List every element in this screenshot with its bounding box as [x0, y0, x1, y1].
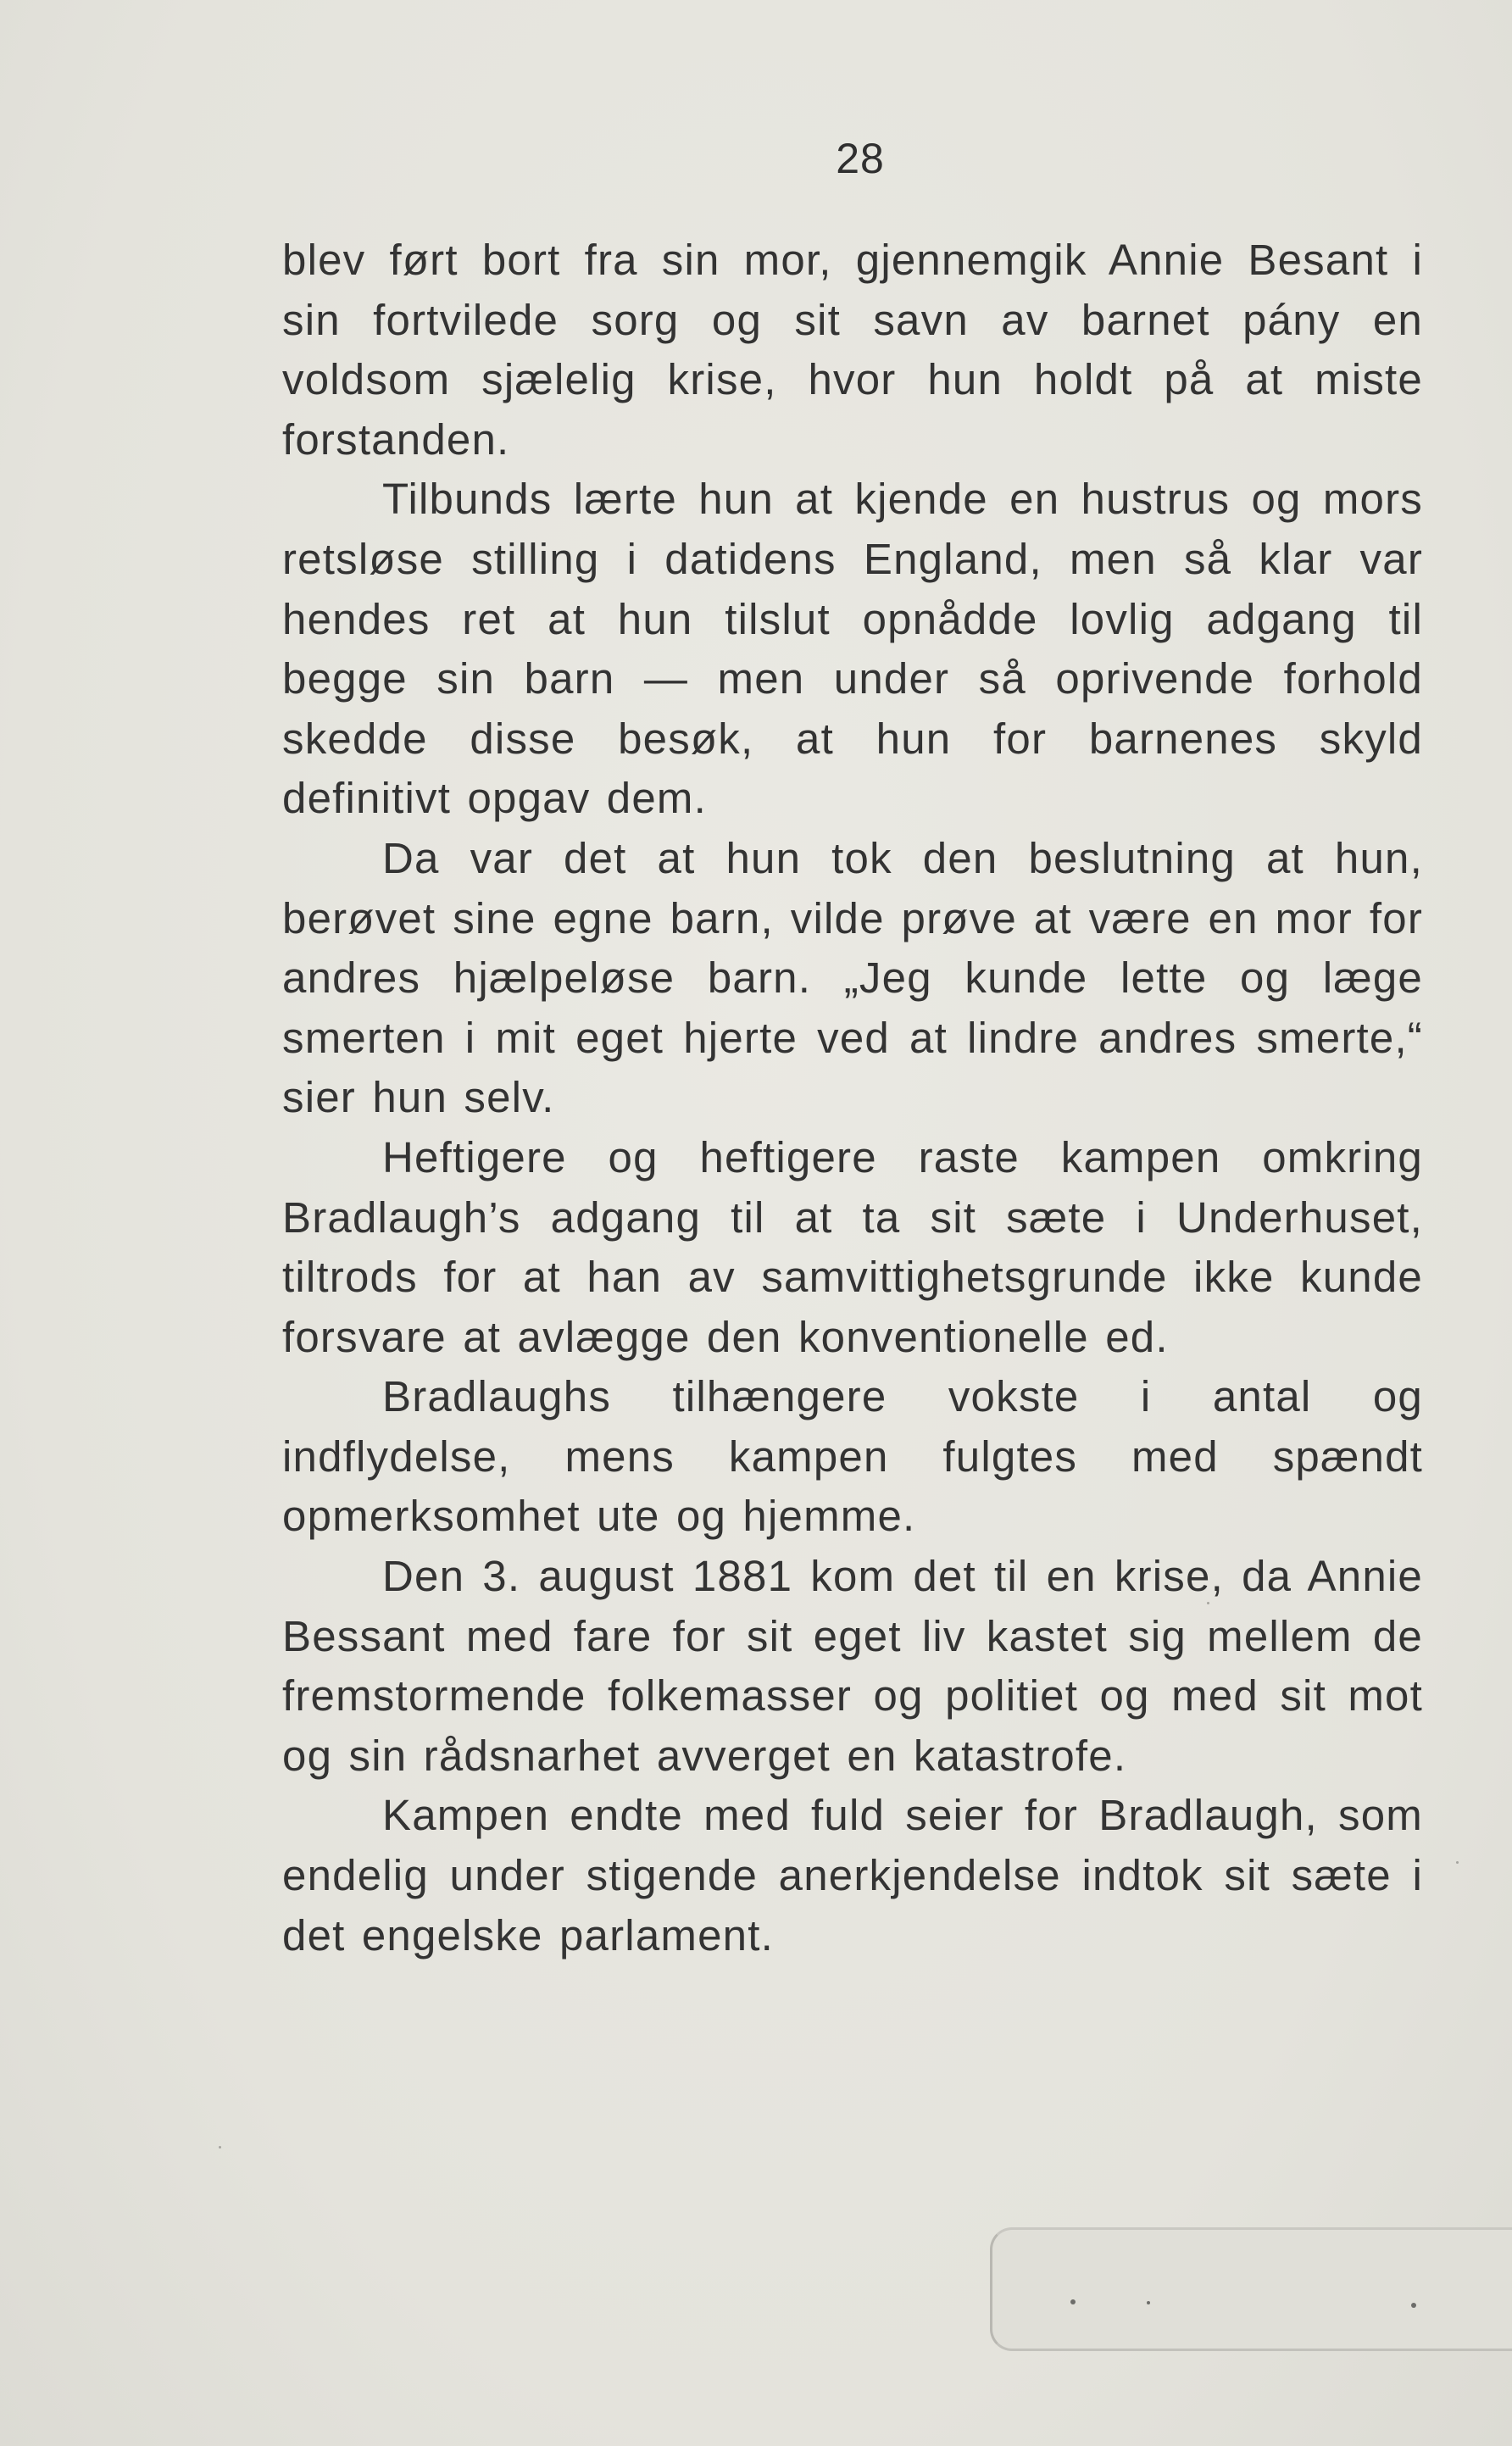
paper-speck	[219, 2146, 221, 2149]
paragraph-1: blev ført bort fra sin mor, gjennemgik Annie Besant i sin fortvilede sorg og sit savn av barnet pány en voldsom sjælelig krise, hvor hun holdt på at miste forstanden.	[282, 236, 1423, 464]
paper-speck	[1207, 1602, 1209, 1604]
paragraph-2: Tilbunds lærte hun at kjende en hustrus og mors retsløse stilling i datidens England, men så klar var hendes ret at hun tilslut opnådde lovlig adgang til begge sin barn — men under så oprivende forhold skedde disse besøk, at hun for barnenes skyld definitivt opgav dem.	[282, 475, 1423, 823]
paragraph-4: Heftigere og heftigere raste kampen omkring Bradlaugh’s adgang til at ta sit sæte i Underhuset, tiltrods for at han av samvittighetsgrunde ikke kunde forsvare at avlægge den konventionelle ed.	[282, 1132, 1423, 1361]
paragraph-6: Den 3. august 1881 kom det til en krise, da Annie Bessant med fare for sit eget liv kastet sig mellem de fremstormende folkemasser og politiet og med sit mot og sin rådsnarhet avverget en katastrofe.	[282, 1552, 1423, 1780]
paragraph-3: Da var det at hun tok den beslutning at hun, berøvet sine egne barn, vilde prøve at være en mor for andres hjælpeløse barn. „Jeg kunde lette og læge smerten i mit eget hjerte ved at lindre andres smerte,“ sier hun selv.	[282, 833, 1423, 1122]
stamp-dot	[1147, 2301, 1150, 2304]
stamp-dot	[1411, 2303, 1416, 2308]
paragraph-7: Kampen endte med fuld seier for Bradlaugh, som endelig under stigende anerkjendelse indtok sit sæte i det engelske parlament.	[282, 1791, 1423, 1960]
body-text	[282, 231, 1423, 1965]
library-stamp-box	[990, 2227, 1512, 2351]
page-number: 28	[836, 135, 885, 182]
stamp-dot	[1070, 2299, 1076, 2304]
paper-speck	[1456, 1861, 1459, 1864]
paragraph-5: Bradlaughs tilhængere vokste i antal og indflydelse, mens kampen fulgtes med spændt opmerksomhet ute og hjemme.	[282, 1372, 1423, 1541]
